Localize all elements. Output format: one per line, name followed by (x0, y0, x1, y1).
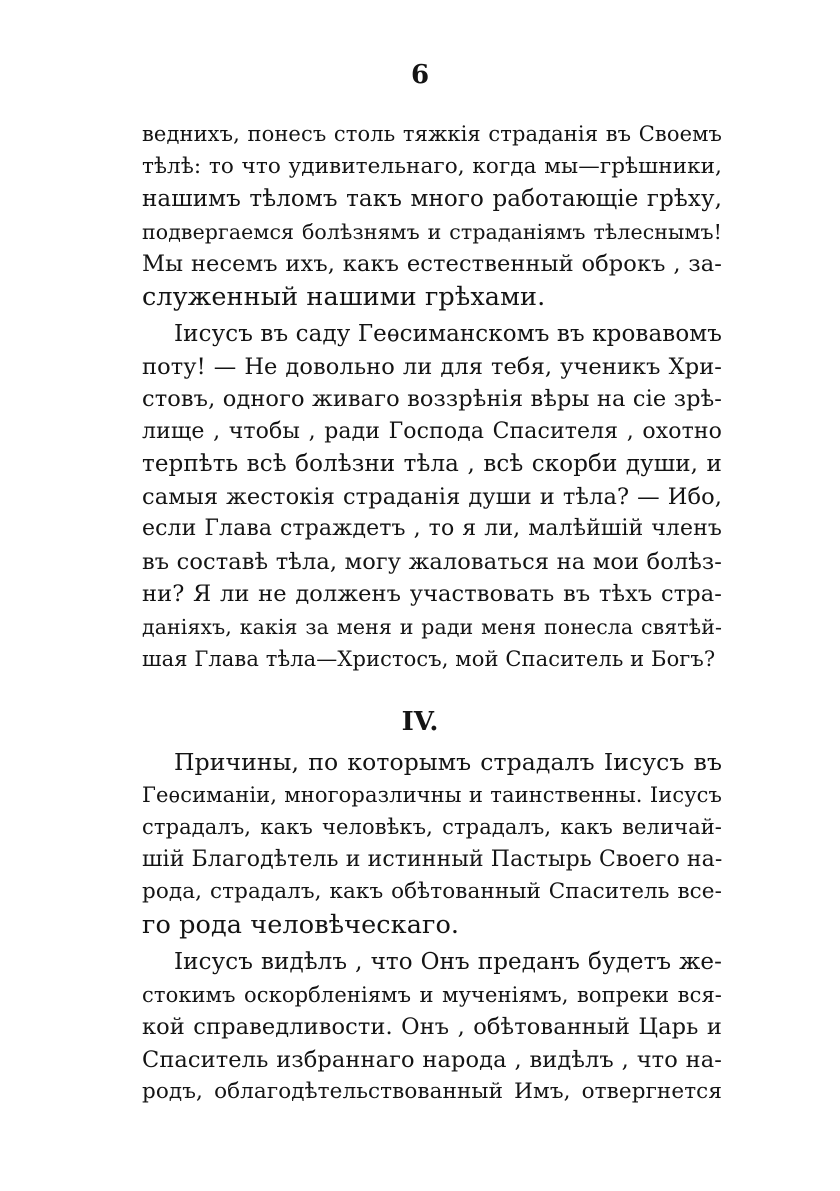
text-line: Геѳсиманіи, многоразличны и таинственны. Іисусъ (142, 783, 722, 807)
text-line: самыя жестокія страданія души и тѣла? — Ибо, (142, 484, 722, 510)
text-line: если Глава страждетъ , то я ли, малѣйшій членъ (142, 516, 722, 541)
text-line: страдалъ, какъ человѣкъ, страдалъ, какъ величай- (142, 815, 722, 839)
text-line: шая Глава тѣла—Христосъ, мой Спаситель и Богъ? (142, 647, 716, 671)
text-line: шій Благодѣтель и истинный Пастырь Своего на- (142, 847, 723, 872)
text-line: веднихъ, понесъ столь тяжкія страданія въ Своемъ (142, 122, 722, 146)
text-line: ни? Я ли не долженъ участвовать въ тѣхъ стра- (142, 581, 722, 607)
text-line: Причины, по которымъ страдалъ Іисусъ въ (174, 748, 722, 776)
text-line: стокимъ оскорбленіямъ и мученіямъ, вопреки вся- (142, 983, 722, 1007)
text-line: кой справедливости. Онъ , обѣтованный Царь и (142, 1014, 722, 1040)
page-number: 6 (410, 60, 430, 90)
text-line: въ составѣ тѣла, могу жаловаться на мои болѣз- (142, 549, 722, 575)
text-line: поту! — Не довольно ли для тебя, ученикъ Хри- (142, 354, 722, 380)
text-line: подвергаемся болѣзнямъ и страданіямъ тѣлеснымъ! (142, 220, 722, 244)
text-line: служенный нашими грѣхами. (142, 282, 546, 312)
text-line: даніяхъ, какія за меня и ради меня понесла святѣй- (142, 615, 722, 639)
text-line: Спаситель избраннаго народа , видѣлъ , что на- (142, 1047, 722, 1073)
text-line: нашимъ тѣломъ такъ много работающіе грѣху, (142, 186, 722, 212)
text-line: рода, страдалъ, какъ обѣтованный Спаситель все- (142, 879, 722, 904)
text-line: родъ, облагодѣтельствованный Имъ, отвергнется (142, 1079, 722, 1104)
text-line: Мы несемъ ихъ, какъ естественный оброкъ , за- (142, 251, 722, 277)
text-line: терпѣть всѣ болѣзни тѣла , всѣ скорби души, и (142, 451, 722, 477)
text-line: Іисусъ видѣлъ , что Онъ преданъ будетъ же- (174, 949, 722, 975)
text-line: стовъ, одного живаго воззрѣнія вѣры на сіе зрѣ- (142, 386, 722, 412)
text-line: Іисусъ въ саду Геѳсиманскомъ въ кровавомъ (174, 321, 722, 347)
section-heading: IV. (401, 707, 439, 737)
text-line: тѣлѣ: то что удивительнаго, когда мы—грѣшники, (142, 154, 722, 179)
text-line: го рода человѣческаго. (142, 910, 460, 940)
text-line: лище , чтобы , ради Господа Спасителя , охотно (142, 419, 722, 444)
